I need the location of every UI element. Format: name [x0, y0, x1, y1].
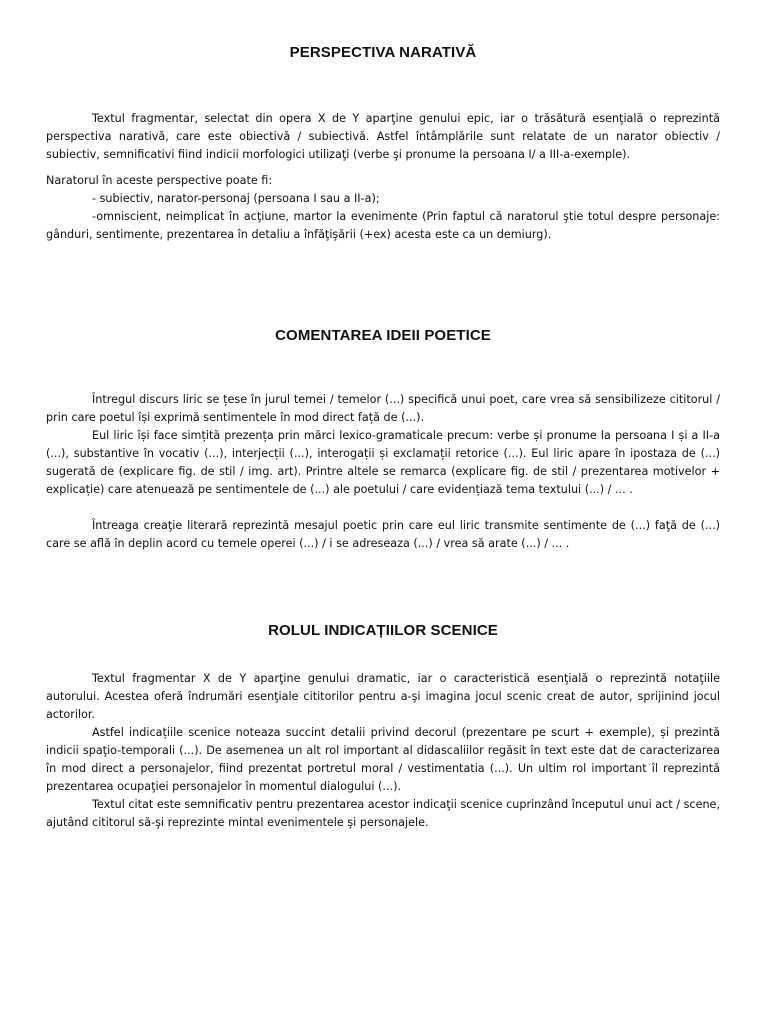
- section-title-comentarea-ideii-poetice: COMENTAREA IDEII POETICE: [275, 327, 491, 344]
- paragraph: Textul fragmentar, selectat din opera X de Y aparţine genului epic, iar o trăsătură esenţială o reprezintă perspectiva narativă, care este obiectivă / subiectivă. Astfel întâmplările sunt relatate de un narator obiectiv / subiectiv, semnificativi fiind indicii morfologici utilizaţi (verbe şi pronume la persoana I/ a III-a-exemple).: [46, 112, 720, 161]
- list-item: - subiectiv, narator-personaj (persoana I sau a II-a);: [92, 192, 380, 205]
- paragraph: Astfel indicațiile scenice noteaza succint detalii privind decorul (prezentare pe scurt + exemple), și prezintă indicii spaţio-temporali (...). De asemenea un alt rol important al didascaliilor regăsit în text este dat de caracterizarea în mod direct a personajelor, fiind prezentat portretul moral / vestimentatia (...). Un ultim rol important îl reprezintă prezentarea ocupaţiei personajelor în momentul dialogului (...).: [46, 726, 720, 793]
- paragraph: Întreaga creaţie literară reprezintă mesajul poetic prin care eul liric transmite sentimente de (...) faţă de (...) care se află în deplin acord cu temele operei (...) / i se adreseaza (...) / vrea să arate (...) / ... .: [46, 519, 720, 550]
- paragraph: Eul liric își face simțită prezența prin mărci lexico-gramaticale precum: verbe și pronume la persoana I și a II-a (...), substantive în vocativ (...), interjecții (...), interogații și exclamații retorice (...). Eul liric apare în ipostaza de (...) sugerată de (explicare fig. de stil / img. art). Printre altele se remarca (explicare fig. de stil / prezentarea motivelor + explicație) care atenuează pe sentimentele de (...) ale poetului / care evidențiază tema textului (...) / ... .: [46, 429, 720, 496]
- section-comentarea-ideii-poetice: [46, 391, 720, 553]
- paragraph: Textul fragmentar X de Y aparţine genului dramatic, iar o caracteristică esenţială o reprezintă notaţiile autorului. Acestea oferă îndrumări esenţiale cititorilor pentru a-şi imagina jocul scenic creat de autor, sprijinind jocul actorilor.: [46, 672, 720, 721]
- paragraph: Naratorul în aceste perspective poate fi:: [46, 174, 273, 187]
- paragraph: Întregul discurs liric se țese în jurul temei / temelor (...) specifică unui poet, care vrea să sensibilizeze cititorul / prin care poetul își exprimă sentimentele în mod direct față de (...).: [46, 393, 720, 424]
- section-title-perspectiva-narativa: PERSPECTIVA NARATIVĂ: [289, 44, 477, 61]
- section-title-rolul-indicatiilor-scenice: ROLUL INDICAȚIILOR SCENICE: [268, 622, 498, 639]
- section-perspectiva-narativa: [46, 110, 720, 244]
- paragraph: Textul citat este semnificativ pentru prezentarea acestor indicaţii scenice cuprinzând începutul unui act / scene, ajutând cititorul să-şi reprezinte mintal evenimentele şi personajele.: [46, 798, 720, 829]
- section-rolul-indicatiilor-scenice: [46, 670, 720, 832]
- list-item: -omniscient, neimplicat în acţiune, martor la evenimente (Prin faptul că naratorul ştie totul despre personaje: gânduri, sentimente, prezentarea în detaliu a înfăţişării (+ex) acesta este ca un demiurg).: [46, 210, 720, 241]
